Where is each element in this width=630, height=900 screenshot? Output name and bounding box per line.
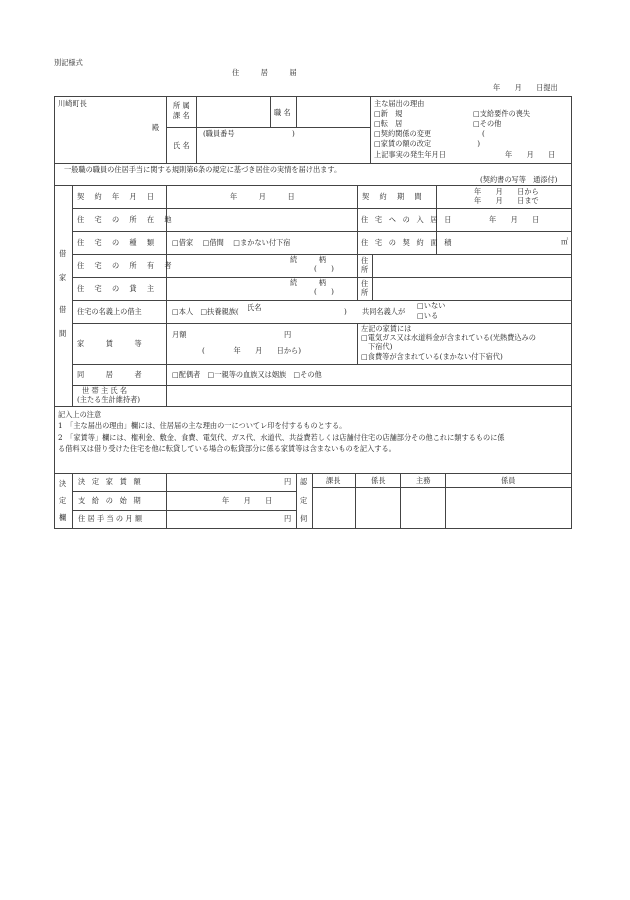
nominal-close: ): [344, 307, 347, 316]
joint-label: 共同名義人が: [362, 307, 406, 316]
contract-period-label: 契 約 期 間: [362, 192, 426, 201]
decision-side-1: 決: [59, 479, 67, 488]
side-char-3: 借: [59, 305, 67, 314]
nintei-3: 伺: [300, 514, 308, 523]
side-char-2: 家: [59, 273, 67, 282]
dono: 殿: [152, 123, 160, 132]
rent-note-food[interactable]: □食費等が含まれている(まかない付下宿代): [361, 352, 503, 361]
start-date[interactable]: 年 月 日: [222, 496, 273, 505]
stamp-kacho: 課長: [326, 476, 341, 485]
nominal-borrower-label: 住宅の名義上の借主: [77, 307, 142, 316]
area-unit: ㎡: [561, 237, 569, 246]
contract-period-from[interactable]: 年 月 日から: [474, 187, 539, 196]
start-label: 支 給 の 始 期: [78, 496, 143, 505]
decision-side-2: 定: [59, 496, 67, 505]
rent-note-utilities-2: 下宿代): [368, 342, 393, 351]
owner-label: 住 宅 の 所 有 者: [77, 261, 176, 270]
nintei-2: 定: [300, 496, 308, 505]
shimei-label: 氏 名: [173, 141, 190, 150]
cohabitant-label: 同 居 者: [77, 370, 142, 379]
move-in-label: 住 宅 へ の 入 居 日: [361, 215, 454, 224]
lender-relation-paren[interactable]: ( ): [314, 287, 334, 296]
kind-options[interactable]: □借家 □借間 □まかない付下宿: [172, 238, 291, 247]
lender-label: 住 宅 の 貸 主: [77, 284, 159, 293]
cohabitant-options[interactable]: □配偶者 □一親等の血族又は姻族 □その他: [172, 370, 322, 379]
stamp-shumu: 主務: [416, 476, 431, 485]
owner-relation-paren[interactable]: ( ): [314, 264, 334, 273]
rent-monthly: 月額: [172, 330, 187, 339]
header-block: [54, 96, 572, 164]
nintei-1: 認: [300, 477, 308, 486]
reason-rent-revision[interactable]: □家賃の額の改定: [374, 139, 432, 148]
rent-note-utilities[interactable]: □電気ガス又は水道料金が含まれている(光熱費込みの: [361, 333, 536, 342]
location-label: 住 宅 の 所 在 地: [77, 215, 176, 224]
declaration-text: 一般職の職員の住居手当に関する規則第6条の規定に基づき居住の実情を届け出ます。: [64, 165, 342, 174]
householder-label-2: (主たる生計維持者): [77, 395, 141, 404]
decided-rent-yen: 円: [284, 477, 292, 486]
reason-other-open: (: [482, 129, 485, 138]
contract-period-to[interactable]: 年 月 日まで: [474, 196, 539, 205]
area-label: 住 宅 の 契 約 面 積: [361, 238, 454, 247]
note-2a: 2 「家賃等」欄には、権利金、敷金、食費、電気代、ガス代、水道代、共益費若しくは店舗付住宅の店舗部分その他これに類するものに係: [58, 433, 505, 442]
decision-side-3: 欄: [59, 513, 67, 522]
lender-relation: 続 柄: [290, 278, 326, 287]
stamp-kakaricho: 係長: [371, 476, 386, 485]
lender-address-label: 住 所: [361, 279, 369, 298]
joint-exists[interactable]: □いる: [417, 311, 439, 320]
occurrence-label: 上記事実の発生年月日: [374, 150, 446, 159]
reason-other[interactable]: □その他: [473, 119, 502, 128]
householder-label: 世 帯 主 氏 名: [82, 386, 128, 395]
note-2b: る借料又は借り受けた住宅を他に転貸している場合の転貸部分に係る家賃等は含まないものを記入する。: [58, 444, 396, 453]
move-in-date[interactable]: 年 月 日: [489, 215, 540, 224]
allowance-label: 住 居 手 当 の 月 額: [78, 514, 143, 523]
reason-loss[interactable]: □支給要件の喪失: [473, 109, 531, 118]
reason-other-close: ): [470, 139, 480, 148]
rent-note-title: 左記の家賃には: [361, 324, 412, 333]
rent-yen: 円: [284, 330, 292, 339]
attachment-note: (契約書の写等 通添付): [480, 175, 558, 184]
owner-relation: 続 柄: [290, 255, 326, 264]
contract-date-value[interactable]: 年 月 日: [230, 192, 295, 201]
reason-new[interactable]: □新 規: [374, 109, 403, 118]
nominal-shimei: 氏名: [247, 303, 262, 312]
side-char-1: 借: [59, 249, 67, 258]
rent-label: 家 賃 等: [77, 339, 142, 348]
rent-from[interactable]: ( 年 月 日から): [202, 346, 302, 355]
nominal-options[interactable]: □本人 □扶養親族(: [172, 307, 239, 316]
note-1: 1 「主な届出の理由」欄には、住居届の主な理由の一についてレ印を付するものとする。: [58, 421, 347, 430]
side-char-4: 間: [59, 329, 67, 338]
stamp-kakariin: 係員: [501, 476, 516, 485]
shokumei-label: 職 名: [274, 108, 291, 117]
submission-date[interactable]: 年 月 日提出: [493, 83, 558, 92]
decided-rent-label: 決 定 家 賃 額: [78, 477, 143, 486]
shozoku-label: 所 属 課 名: [173, 101, 190, 120]
reason-move[interactable]: □転 居: [374, 119, 403, 128]
form-title: 住 居 届: [232, 68, 297, 77]
occurrence-date[interactable]: 年 月 日: [505, 150, 556, 159]
joint-none[interactable]: □いない: [417, 301, 446, 310]
reason-title: 主な届出の理由: [374, 99, 425, 108]
kind-label: 住 宅 の 種 類: [77, 238, 159, 247]
notes-title: 記入上の注意: [58, 410, 102, 419]
reason-contract-change[interactable]: □契約関係の変更: [374, 129, 432, 138]
contract-date-label: 契 約 年 月 日: [77, 192, 159, 201]
form-code: 別記様式: [54, 58, 83, 67]
addressee: 川崎町長: [58, 99, 87, 108]
allowance-yen: 円: [284, 514, 292, 523]
employee-number[interactable]: (職員番号 ): [203, 129, 295, 138]
owner-address-label: 住 所: [361, 256, 369, 275]
